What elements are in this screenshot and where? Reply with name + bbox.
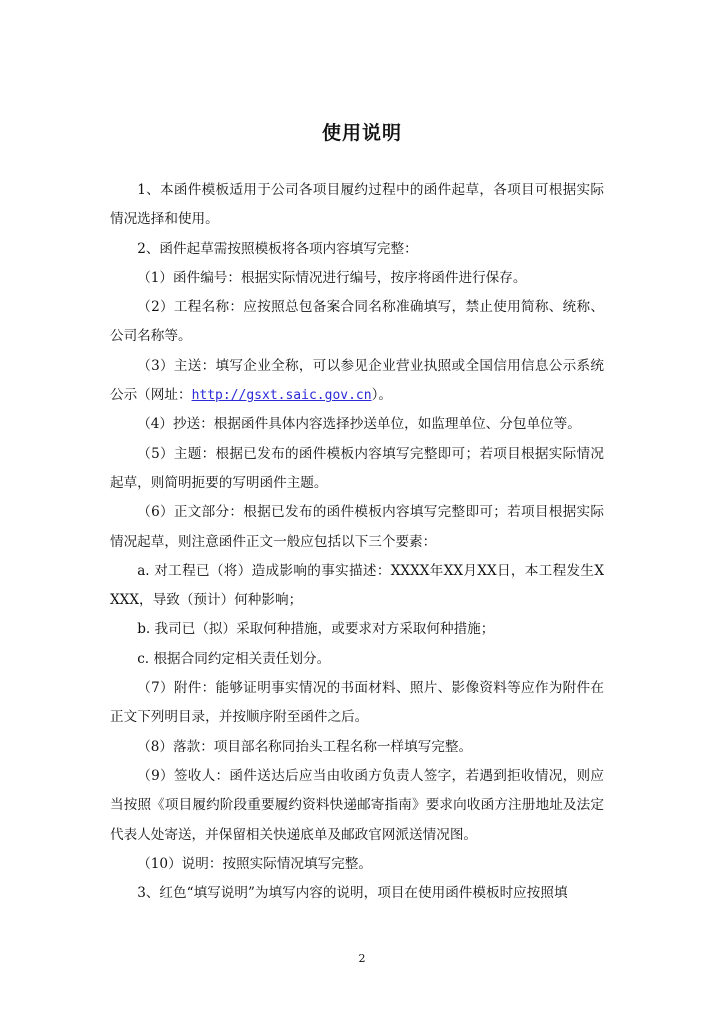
paragraph-item-2: （2）工程名称：应按照总包备案合同名称准确填写，禁止使用简称、统称、公司名称等。 xyxy=(110,299,604,345)
paragraph-2: 2、函件起草需按照模板将各项内容填写完整： xyxy=(137,240,418,257)
paragraph-3: 3、红色“填写说明”为填写内容的说明，项目在使用函件模板时应按照填 xyxy=(137,885,568,902)
website-link[interactable]: http://gsxt.saic.gov.cn xyxy=(191,388,372,404)
paragraph-item-3 xyxy=(110,352,604,411)
paragraph-item-5: （5）主题：根据已发布的函件模板内容填写完整即可；若项目根据实际情况起草，则简明扼要的写明函件主题。 xyxy=(110,445,604,491)
paragraph-item-10: （10）说明：按照实际情况填写完整。 xyxy=(137,855,372,872)
paragraph-item-8: （8）落款：项目部名称同抬头工程名称一样填写完整。 xyxy=(137,738,473,755)
paragraph-item-6: （6）正文部分：根据已发布的函件模板内容填写完整即可；若项目根据实际情况起草，则注意函件正文一般应包括以下三个要素： xyxy=(110,504,604,550)
item-3-suffix: ）。 xyxy=(371,387,392,404)
paragraph-item-1: （1）函件编号：根据实际情况进行编号，按序将函件进行保存。 xyxy=(137,269,527,286)
document-body xyxy=(110,176,604,908)
paragraph-1: 1、本函件模板适用于公司各项目履约过程中的函件起草，各项目可根据实际情况选择和使用。 xyxy=(110,182,604,228)
paragraph-item-7: （7）附件：能够证明事实情况的书面材料、照片、影像资料等应作为附件在正文下列明目录，并按顺序附至函件之后。 xyxy=(110,680,604,726)
page-number: 2 xyxy=(358,952,366,965)
paragraph-item-4: （4）抄送：根据函件具体内容选择抄送单位，如监理单位、分包单位等。 xyxy=(137,416,581,433)
paragraph-item-6c: c. 根据合同约定相关责任划分。 xyxy=(137,650,331,667)
item-3-prefix: （3）主送：填写企业全称，可以参见企业营业执照或全国信用信息公示系统公示（网址： xyxy=(110,357,604,404)
paragraph-item-9: （9）签收人：函件送达后应当由收函方负责人签字，若遇到拒收情况，则应当按照《项目履约阶段重要履约资料快递邮寄指南》要求向收函方注册地址及法定代表人处寄送，并保留相关快递底单及邮政官网派送情况图。 xyxy=(110,767,604,843)
paragraph-item-6b: b. 我司已（拟）采取何种措施，或要求对方采取何种措施； xyxy=(137,621,495,638)
page-title: 使用说明 xyxy=(321,122,402,144)
paragraph-item-6a: a. 对工程已（将）造成影响的事实描述：XXXX年XX月XX日，本工程发生XXXX，导致（预计）何种影响； xyxy=(110,562,604,609)
